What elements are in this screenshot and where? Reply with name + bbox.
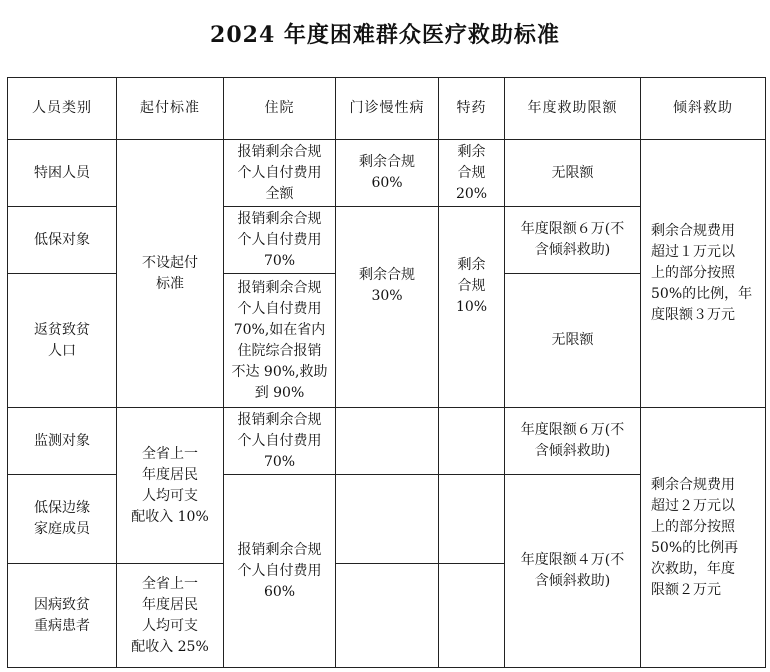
header-special-drug: 特药 xyxy=(439,78,505,140)
category-cell: 返贫致贫 人口 xyxy=(8,274,117,408)
tilt-aid-cell: 剩余合规费用 超过２万元以 上的部分按照 50%的比例再 次救助，年度 限额２万元 xyxy=(641,408,766,668)
inpatient-cell: 报销剩余合规 个人自付费用 60% xyxy=(224,475,336,668)
inpatient-cell: 报销剩余合规 个人自付费用 70% xyxy=(224,408,336,475)
category-cell: 特困人员 xyxy=(8,140,117,207)
inpatient-cell: 报销剩余合规 个人自付费用 全额 xyxy=(224,140,336,207)
special-drug-cell xyxy=(439,408,505,475)
inpatient-cell: 报销剩余合规 个人自付费用 70%,如在省内 住院综合报销 不达 90%,救助 到 90% xyxy=(224,274,336,408)
outpatient-cell xyxy=(336,408,439,475)
category-cell: 监测对象 xyxy=(8,408,117,475)
outpatient-cell: 剩余合规 60% xyxy=(336,140,439,207)
annual-limit-cell: 年度限额６万(不 含倾斜救助) xyxy=(505,408,641,475)
annual-limit-cell: 无限额 xyxy=(505,274,641,408)
outpatient-cell xyxy=(336,475,439,564)
special-drug-cell xyxy=(439,564,505,668)
table-row xyxy=(8,408,766,475)
inpatient-cell: 报销剩余合规 个人自付费用 70% xyxy=(224,207,336,274)
special-drug-cell: 剩余 合规 20% xyxy=(439,140,505,207)
header-threshold: 起付标准 xyxy=(117,78,224,140)
outpatient-cell: 剩余合规 30% xyxy=(336,207,439,408)
medical-aid-table xyxy=(7,77,766,668)
category-cell: 因病致贫 重病患者 xyxy=(8,564,117,668)
page-title: 2024 年度困难群众医疗救助标准 xyxy=(210,22,560,48)
header-outpatient: 门诊慢性病 xyxy=(336,78,439,140)
threshold-cell: 全省上一 年度居民 人均可支 配收入 25% xyxy=(117,564,224,668)
table-row xyxy=(8,140,766,207)
header-inpatient: 住院 xyxy=(224,78,336,140)
tilt-aid-cell: 剩余合规费用 超过１万元以 上的部分按照 50%的比例，年 度限额３万元 xyxy=(641,140,766,408)
threshold-cell: 全省上一 年度居民 人均可支 配收入 10% xyxy=(117,408,224,564)
category-cell: 低保对象 xyxy=(8,207,117,274)
annual-limit-cell: 无限额 xyxy=(505,140,641,207)
annual-limit-cell: 年度限额６万(不 含倾斜救助) xyxy=(505,207,641,274)
header-annual-limit: 年度救助限额 xyxy=(505,78,641,140)
header-tilt-aid: 倾斜救助 xyxy=(641,78,766,140)
annual-limit-cell: 年度限额４万(不 含倾斜救助) xyxy=(505,475,641,668)
threshold-cell: 不设起付 标准 xyxy=(117,140,224,408)
special-drug-cell: 剩余 合规 10% xyxy=(439,207,505,408)
special-drug-cell xyxy=(439,475,505,564)
header-row xyxy=(8,78,766,140)
header-category: 人员类别 xyxy=(8,78,117,140)
outpatient-cell xyxy=(336,564,439,668)
category-cell: 低保边缘 家庭成员 xyxy=(8,475,117,564)
